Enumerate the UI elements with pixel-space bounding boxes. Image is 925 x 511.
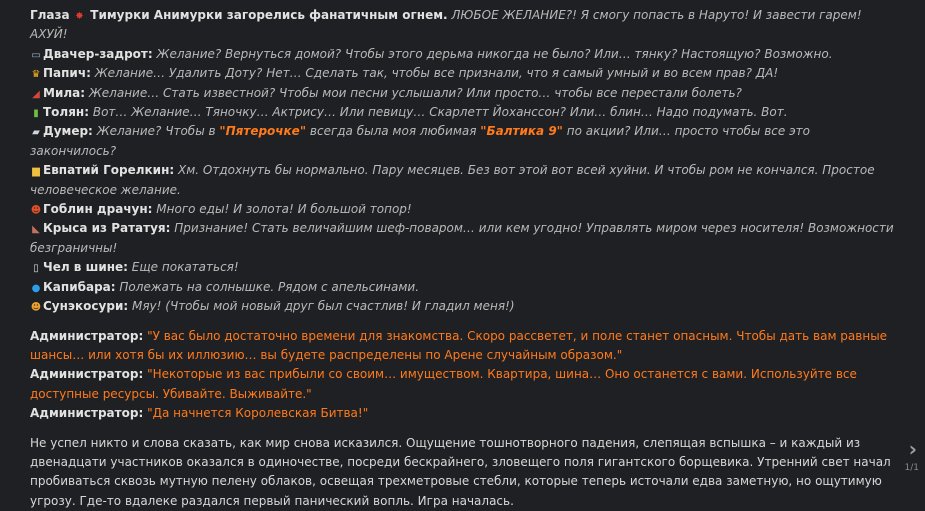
speech-text: Хм. Отдохнуть бы нормально. Пару месяцев. Без вот этой вот всей хуйни. И чтобы ром не кончался. Простое человеческое желание.: [30, 163, 875, 196]
speech-text: Желание? Вернуться домой? Чтобы этого дерьма никогда не было? Или… тянку? Настоящую? Возможно.: [157, 47, 833, 61]
speaker-name: Мила:: [43, 86, 85, 100]
speech-text: Вот… Желание… Тяночку… Актрису… Или певицу… Скарлетт Йоханссон? Или… блин… Надо подумать. Вот.: [93, 105, 788, 119]
speech-text: по акции? Или… просто чтобы все это закончилось?: [30, 124, 810, 157]
speaker-name: Сунэкосури:: [43, 299, 128, 313]
speech-text: Желание… Стать известной? Чтобы мои песни услышали? Или просто… чтобы все перестали болеть?: [89, 86, 742, 100]
admin-text: "У вас было достаточно времени для знакомства. Скоро рассветет, и поле станет опасным. Чтобы дать вам равные шансы… или хотя бы их иллюзию… вы будете распределены по Арене случайным образом.": [30, 329, 887, 362]
speaker-name: Евпатий Горелкин:: [43, 163, 174, 177]
speaker-name: Крыса из Рататуя:: [43, 221, 170, 235]
cigarette-icon: ▰: [30, 127, 42, 139]
speech-text: Желание… Удалить Доту? Нет… Сделать так, чтобы все признали, что я самый умный и во всем прав? ДА!: [95, 66, 778, 80]
speech-text: Мяу! (Чтобы мой новый друг был счастлив! И гладил меня!): [132, 299, 515, 313]
monologue-line: [30, 200, 895, 219]
admin-text: "Да начнется Королевская Битва!": [147, 406, 368, 420]
speech-text: Еще покататься!: [132, 260, 239, 274]
speaker-name: Капибара:: [43, 280, 116, 294]
section-spacer: [30, 317, 895, 327]
admin-speaker: Администратор:: [30, 406, 143, 420]
admin-line: [30, 327, 895, 366]
highlight-text: "Балтика 9": [480, 124, 563, 138]
monologue-line: [30, 278, 895, 297]
tire-icon: ▯: [30, 263, 42, 275]
speech-text: Полежать на солнышке. Рядом с апельсинами.: [119, 280, 419, 294]
admin-speaker: Администратор:: [30, 367, 143, 381]
speaker-name: Чел в шине:: [43, 260, 128, 274]
speaker-name: Глаза: [30, 8, 70, 22]
monologue-line: [30, 219, 895, 258]
speech-text: ЛЮБОЕ ЖЕЛАНИЕ?! Я смогу попасть в Наруто! И завести гарем! АХУЙ!: [30, 8, 862, 41]
monologue-line: [30, 258, 895, 277]
crown-icon: ♛: [30, 69, 42, 81]
goblin-icon: ☻: [30, 205, 42, 217]
speaker-name: Думер:: [43, 124, 93, 138]
beer-icon: ▆: [30, 166, 42, 178]
narrative-paragraph: Не успел никто и слова сказать, как мир снова исказился. Ощущение тошнотворного падения, слепящая вспышка – и каждый из двенадцати участников оказался в одиночестве, посреди бескрайнего, зловещего поля гигантского борщевика. Утренний свет начал пробиваться сквозь мутную пелену облаков, освещая трехметровые стебли, которые теперь источали едва заметную, но ощутимую угрозу. Где-то вдалеке раздался первый панический вопль. Игра началась.: [30, 434, 895, 511]
speech-text: Признание! Стать величайшим шеф-поваром… или кем угодно! Управлять миром через носителя! Возможности безграничны!: [30, 221, 894, 254]
speaker-name: Гоблин драчун:: [43, 202, 152, 216]
admin-line: [30, 365, 895, 404]
speech-text: Желание? Чтобы в: [97, 124, 220, 138]
section-spacer: [30, 424, 895, 434]
highlight-text: "Пятерочке": [219, 124, 306, 138]
explosion-icon: ✸: [73, 11, 85, 23]
speech-text: всегда была моя любимая: [306, 124, 480, 138]
monologue-line: [30, 64, 895, 83]
laptop-icon: ▭: [30, 50, 42, 62]
monologue-line: [30, 6, 895, 45]
speaker-name: Тимурки Анимурки загорелись фанатичным огнем.: [90, 8, 447, 22]
next-page-button[interactable]: ›: [909, 439, 917, 459]
bottle-icon: ▮: [30, 108, 42, 120]
admin-line: [30, 404, 895, 423]
admin-speaker: Администратор:: [30, 329, 143, 343]
guitar-icon: ◢: [30, 89, 42, 101]
rat-icon: ◣: [30, 224, 42, 236]
monologue-line: [30, 103, 895, 122]
speech-text: Много еды! И золота! И большой топор!: [156, 202, 411, 216]
monologue-line: [30, 122, 895, 161]
speaker-name: Толян:: [43, 105, 89, 119]
monologue-line: [30, 84, 895, 103]
droplet-icon: ●: [30, 283, 42, 295]
admin-text: "Некоторые из вас прибыли со своим… имуществом. Квартира, шина… Оно останется с вами. Используйте все доступные ресурсы. Убивайте. Выживайте.": [30, 367, 857, 400]
monologue-line: [30, 297, 895, 316]
speaker-name: Двачер-задрот:: [43, 47, 153, 61]
monologue-line: [30, 45, 895, 64]
monologue-line: [30, 161, 895, 200]
page-counter: 1/1: [905, 463, 919, 473]
cat-icon: ☻: [30, 302, 42, 314]
speaker-name: Папич:: [43, 66, 91, 80]
